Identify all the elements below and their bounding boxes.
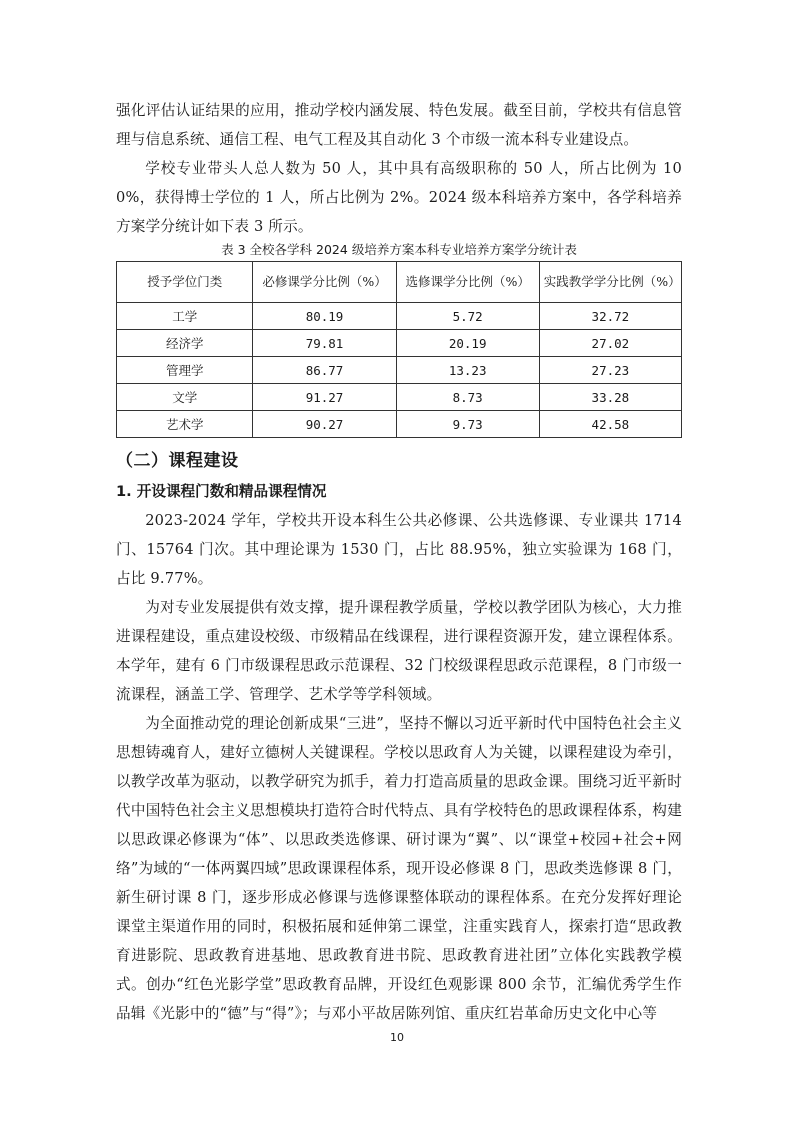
paragraph-leaders: 学校专业带头人总人数为 50 人，其中具有高级职称的 50 人，所占比例为 100%，获得博士学位的 1 人，所占比例为 2%。2024 级本科培养方案中，各学科培养方案学分统计如下表 3 所示。 bbox=[116, 160, 682, 235]
table-row bbox=[117, 411, 682, 438]
page-content bbox=[116, 96, 682, 1028]
credit-statistics-table bbox=[116, 261, 682, 438]
cell-practice: 33.28 bbox=[539, 384, 681, 411]
cell-practice: 42.58 bbox=[539, 411, 681, 438]
table-header-row bbox=[117, 262, 682, 303]
header-practice-ratio: 实践教学学分比例（%） bbox=[539, 262, 681, 303]
cell-practice: 27.02 bbox=[539, 330, 681, 357]
header-required-ratio: 必修课学分比例（%） bbox=[253, 262, 396, 303]
paragraph-ideological-courses: 为全面推动党的理论创新成果“三进”，坚持不懈以习近平新时代中国特色社会主义思想铸魂育人，建好立德树人关键课程。学校以思政育人为关键，以课程建设为牵引，以教学改革为驱动，以教学研究为抓手，着力打造高质量的思政金课。围绕习近平新时代中国特色社会主义思想模块打造符合时代特点、具有学校特色的思政课程体系，构建以思政课必修课为“体”、以思政类选修课、研讨课为“翼”、以“课堂+校园+社会+网络”为域的“一体两翼四域”思政课课程体系，现开设必修课 8 门，思政类选修课 8 门，新生研讨课 8 门，逐步形成必修课与选修课整体联动的课程体系。在充分发挥好理论课堂主渠道作用的同时，积极拓展和延伸第二课堂，注重实践育人，探索打造“思政教育进影院、思政教育进基地、思政教育进书院、思政教育进社团”立体化实践教学模式。创办“红色光影学堂”思政教育品牌，开设红色观影课 800 余节，汇编优秀学生作品辑《光影中的“德”与“得”》；与邓小平故居陈列馆、重庆红岩革命历史文化中心等 bbox=[116, 715, 682, 1022]
cell-elective: 5.72 bbox=[396, 303, 539, 330]
cell-practice: 32.72 bbox=[539, 303, 681, 330]
cell-category: 文学 bbox=[117, 384, 253, 411]
cell-practice: 27.23 bbox=[539, 357, 681, 384]
cell-required: 90.27 bbox=[253, 411, 396, 438]
table-row bbox=[117, 330, 682, 357]
paragraph-course-counts: 2023-2024 学年，学校共开设本科生公共必修课、公共选修课、专业课共 1714 门、15764 门次。其中理论课为 1530 门，占比 88.95%，独立实验课为 168 门，占比 9.77%。 bbox=[116, 512, 682, 587]
cell-elective: 9.73 bbox=[396, 411, 539, 438]
cell-category: 工学 bbox=[117, 303, 253, 330]
table-row bbox=[117, 357, 682, 384]
cell-required: 86.77 bbox=[253, 357, 396, 384]
header-elective-ratio: 选修课学分比例（%） bbox=[396, 262, 539, 303]
cell-elective: 13.23 bbox=[396, 357, 539, 384]
cell-elective: 20.19 bbox=[396, 330, 539, 357]
page-number: 10 bbox=[390, 1031, 404, 1044]
cell-required: 91.27 bbox=[253, 384, 396, 411]
cell-elective: 8.73 bbox=[396, 384, 539, 411]
subsection-heading: 1. 开设课程门数和精品课程情况 bbox=[116, 483, 327, 500]
paragraph-continued: 强化评估认证结果的应用，推动学校内涵发展、特色发展。截至目前，学校共有信息管理与信息系统、通信工程、电气工程及其自动化 3 个市级一流本科专业建设点。 bbox=[116, 102, 682, 148]
cell-required: 80.19 bbox=[253, 303, 396, 330]
table-row bbox=[117, 303, 682, 330]
header-degree-category: 授予学位门类 bbox=[117, 262, 253, 303]
table-caption: 表 3 全校各学科 2024 级培养方案本科专业培养方案学分统计表 bbox=[221, 242, 577, 257]
cell-category: 经济学 bbox=[117, 330, 253, 357]
table-row bbox=[117, 384, 682, 411]
cell-category: 艺术学 bbox=[117, 411, 253, 438]
paragraph-course-building: 为对专业发展提供有效支撑，提升课程教学质量，学校以教学团队为核心，大力推进课程建设，重点建设校级、市级精品在线课程，进行课程资源开发，建立课程体系。本学年，建有 6 门市级课程思政示范课程、32 门校级课程思政示范课程，8 门市级一流课程，涵盖工学、管理学、艺术学等学科领域。 bbox=[116, 599, 682, 703]
section-heading: （二）课程建设 bbox=[116, 451, 239, 471]
cell-required: 79.81 bbox=[253, 330, 396, 357]
cell-category: 管理学 bbox=[117, 357, 253, 384]
